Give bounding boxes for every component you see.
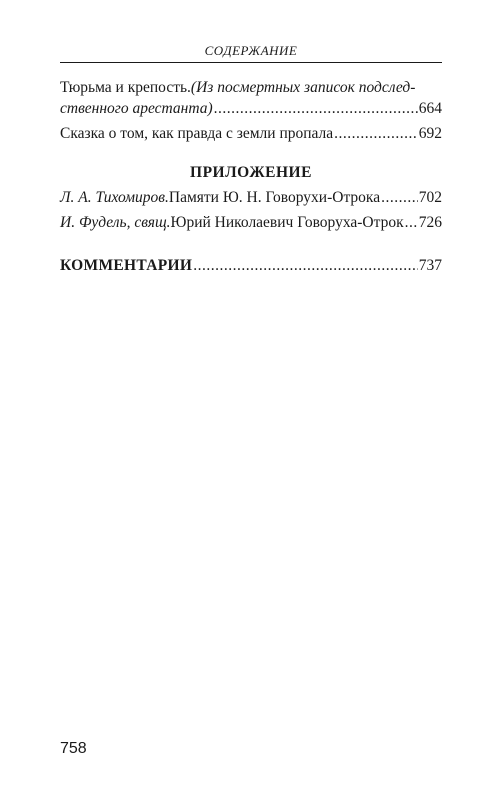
dot-leader [193, 255, 418, 276]
toc-entry-prison [60, 77, 442, 119]
running-head: СОДЕРЖАНИЕ [60, 40, 442, 63]
toc-entry-subtitle-cont: ственного арестанта) [60, 100, 213, 117]
toc-entry-tikhomirov [60, 187, 442, 208]
toc-entry-title: Тюрьма и крепость. [60, 79, 191, 96]
toc-entry-title: Юрий Николаевич Говоруха-Отрок [170, 214, 404, 231]
dot-leader [334, 123, 418, 144]
toc-page-number: 737 [418, 257, 442, 274]
toc-entry-author: И. Фудель, свящ. [60, 214, 171, 231]
toc-entry-title: КОММЕНТАРИИ [60, 257, 193, 274]
dot-leader [214, 98, 418, 119]
toc-entry-title: Памяти Ю. Н. Говорухи-Отрока [168, 189, 381, 206]
toc-entry-fairy-tale [60, 123, 442, 144]
dot-leader [405, 212, 418, 233]
toc-page-number: 664 [418, 100, 442, 117]
toc-entry-title: Сказка о том, как правда с земли пропала [60, 125, 334, 142]
toc-page-number: 702 [418, 189, 442, 206]
appendix-heading: ПРИЛОЖЕНИЕ [190, 164, 312, 181]
toc-entry-author: Л. А. Тихомиров. [60, 189, 169, 206]
toc-entry-subtitle: (Из посмертных записок подслед- [190, 79, 416, 96]
toc-entry-comments [60, 255, 442, 276]
page-number: 758 [60, 740, 87, 757]
toc-page-number: 726 [418, 214, 442, 231]
page-body [60, 40, 442, 280]
toc-page-number: 692 [418, 125, 442, 142]
dot-leader [381, 187, 418, 208]
toc-entry-fudel [60, 212, 442, 233]
table-of-contents [60, 77, 442, 276]
